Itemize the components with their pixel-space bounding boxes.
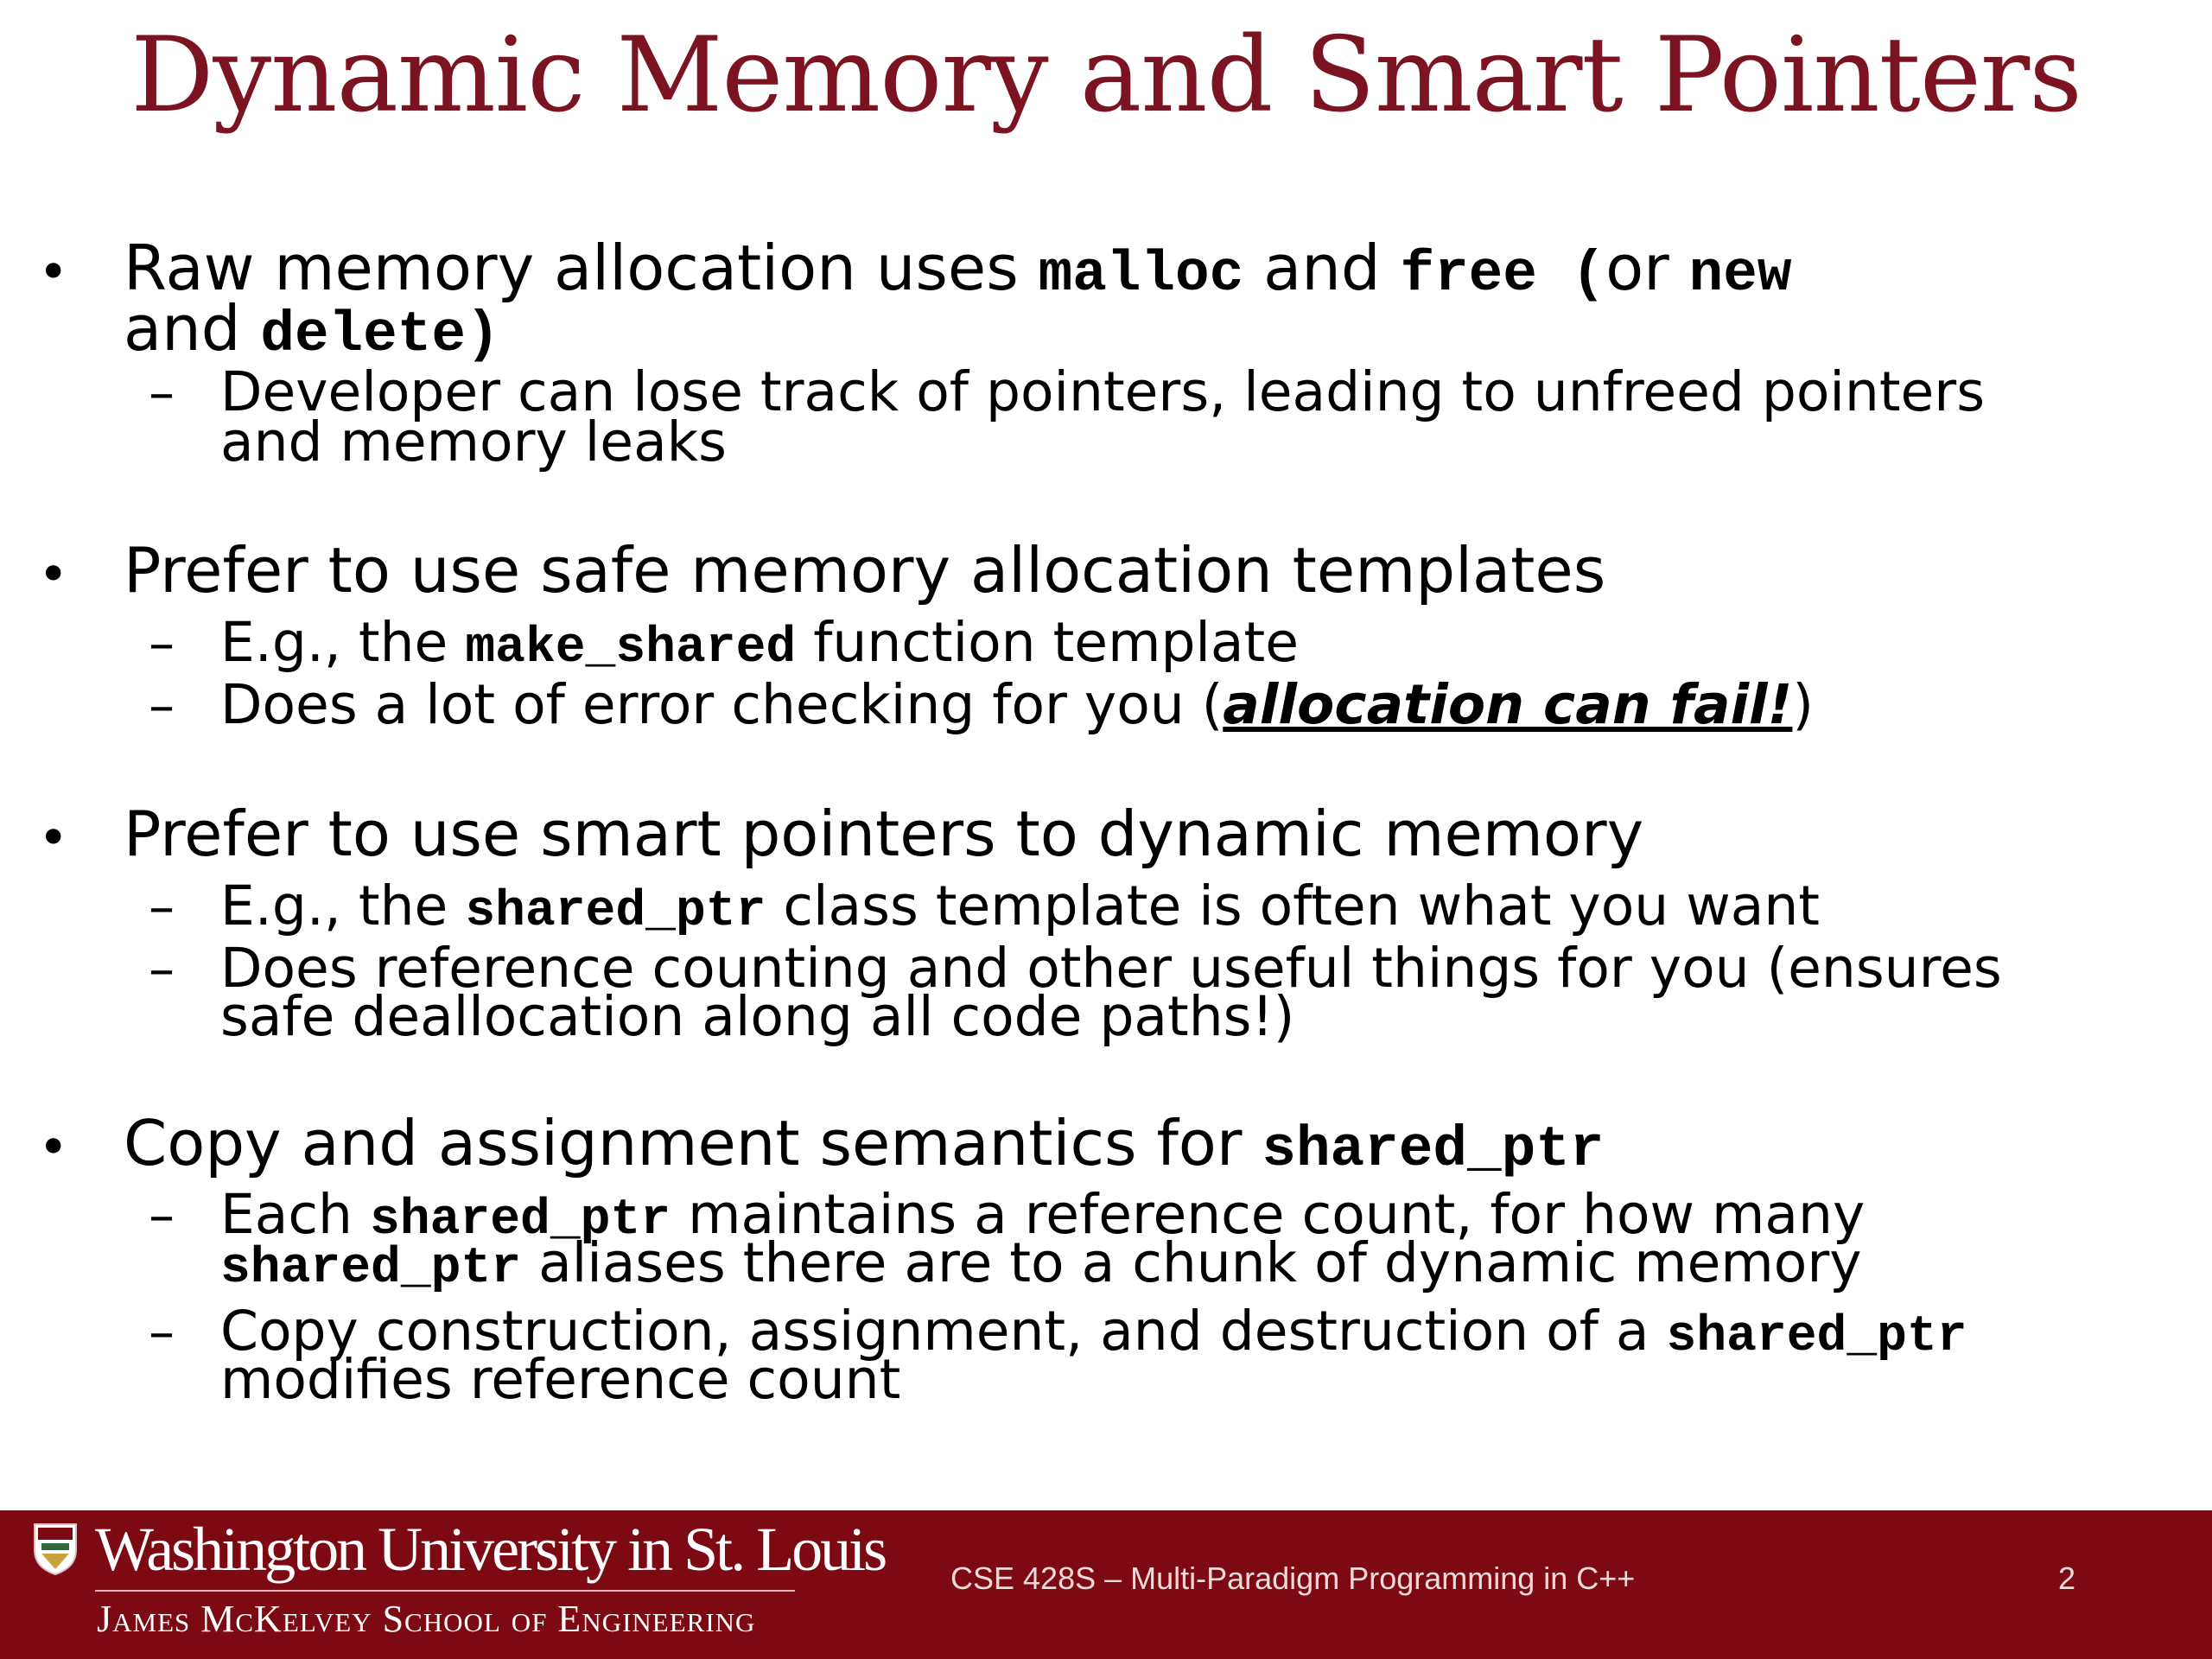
bullet-2-sub-2: Does a lot of error checking for you (allocation can fail!) — [220, 673, 1814, 736]
bullet-2-line-1: Prefer to use safe memory allocation templates — [124, 534, 1606, 607]
school-name: James McKelvey School of Engineering — [97, 1598, 756, 1640]
bullet-1-line-2: and delete) — [124, 292, 500, 367]
footer-divider — [95, 1590, 795, 1592]
bullet-1-line-1: Raw memory allocation uses malloc and free (or new — [124, 232, 1792, 307]
university-seal-icon — [31, 1521, 79, 1576]
bullet-dot: • — [38, 808, 69, 868]
bullet-dot: • — [38, 544, 69, 605]
emphasis-text: allocation can fail! — [1223, 673, 1793, 736]
sub-dash: – — [149, 613, 175, 674]
slide-title: Dynamic Memory and Smart Pointers — [130, 16, 2082, 136]
bullet-3-line-1: Prefer to use smart pointers to dynamic memory — [124, 798, 1644, 870]
sub-dash: – — [149, 939, 175, 1000]
sub-dash: – — [149, 1302, 175, 1363]
sub-dash: – — [149, 877, 175, 938]
sub-dash: – — [149, 363, 175, 423]
footer-bar — [0, 1510, 2212, 1659]
university-name: Washington University in St. Louis — [95, 1515, 886, 1584]
bullet-4-sub-2-line-2: modifies reference count — [220, 1348, 901, 1411]
course-title: CSE 428S – Multi-Paradigm Programming in C++ — [950, 1560, 1636, 1596]
bullet-4-sub-1-line-1: Each shared_ptr maintains a reference count, for how many — [220, 1183, 1866, 1249]
bullet-dot: • — [38, 242, 69, 302]
bullet-2-sub-1: E.g., the make_shared function template — [220, 611, 1299, 677]
bullet-4-sub-2-line-1: Copy construction, assignment, and destruction of a shared_ptr — [220, 1300, 1967, 1365]
bullet-3-sub-2-line-2: safe deallocation along all code paths!) — [220, 985, 1295, 1048]
sub-dash: – — [149, 1185, 175, 1246]
bullet-1-sub-1-line-2: and memory leaks — [220, 410, 727, 474]
bullet-3-sub-2-line-1: Does reference counting and other useful things for you (ensures — [220, 937, 2002, 1000]
bullet-1-sub-1-line-1: Developer can lose track of pointers, leading to unfreed pointers — [220, 360, 1986, 423]
bullet-3-sub-1: E.g., the shared_ptr class template is often what you want — [220, 874, 1820, 940]
bullet-dot: • — [38, 1117, 69, 1178]
page-number: 2 — [2058, 1560, 2076, 1596]
bullet-4-sub-1-line-2: shared_ptr aliases there are to a chunk of dynamic memory — [220, 1231, 1862, 1297]
sub-dash: – — [149, 676, 175, 736]
bullet-4-line-1: Copy and assignment semantics for shared_ptr — [124, 1107, 1605, 1182]
